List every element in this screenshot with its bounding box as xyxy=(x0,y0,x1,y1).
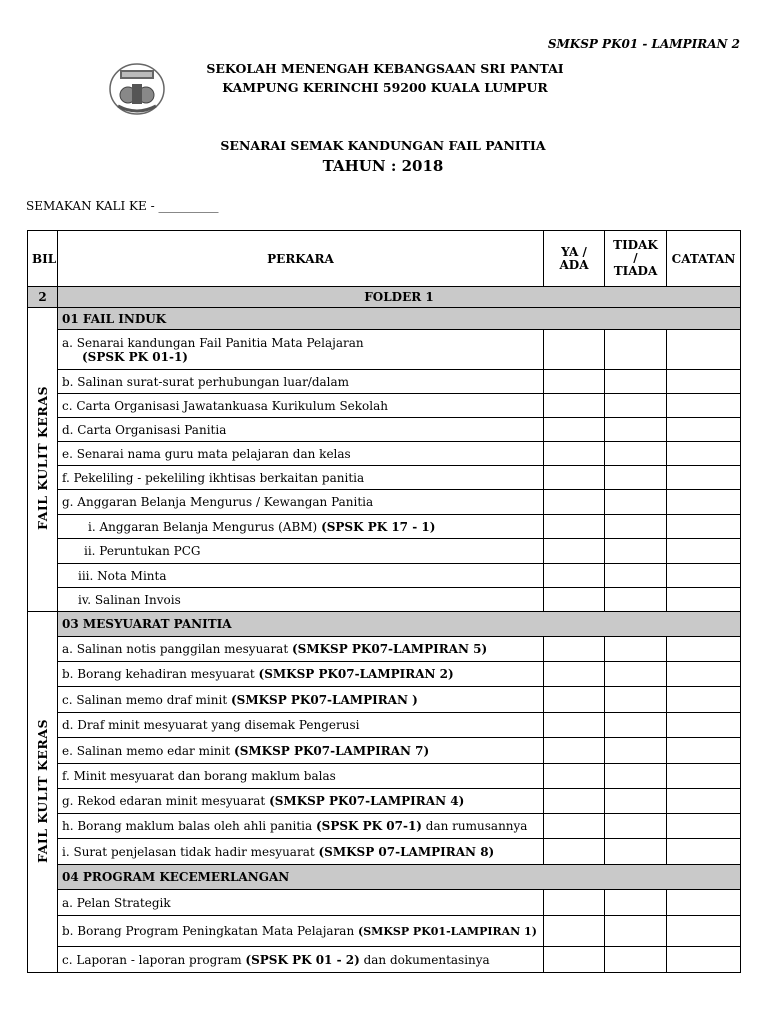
catatan-cell[interactable] xyxy=(667,764,741,789)
item-text: a. Senarai kandungan Fail Panitia Mata Pelajaran (SPSK PK 01-1) xyxy=(58,330,544,370)
tidak-cell[interactable] xyxy=(605,637,667,662)
table-row xyxy=(28,394,741,418)
document-reference: SMKSP PK01 - LAMPIRAN 2 xyxy=(547,37,740,51)
table-row xyxy=(28,890,741,916)
side-label-cell xyxy=(28,308,58,612)
tidak-cell[interactable] xyxy=(605,916,667,947)
catatan-cell[interactable] xyxy=(667,890,741,916)
ya-cell[interactable] xyxy=(544,662,605,687)
catatan-cell[interactable] xyxy=(667,947,741,973)
side-label: FAIL KULIT KERAS xyxy=(35,718,50,863)
catatan-cell[interactable] xyxy=(667,789,741,814)
col-header-ya: YA / ADA xyxy=(544,231,605,287)
ya-cell[interactable] xyxy=(544,490,605,515)
catatan-cell[interactable] xyxy=(667,370,741,394)
item-text: ii. Peruntukan PCG xyxy=(58,539,544,564)
table-row xyxy=(28,370,741,394)
item-text: b. Borang Program Peningkatan Mata Pelajaran (SMKSP PK01-LAMPIRAN 1) xyxy=(58,916,544,947)
col-header-catatan: CATATAN xyxy=(667,231,741,287)
document-year: TAHUN : 2018 xyxy=(322,157,444,175)
catatan-cell[interactable] xyxy=(667,466,741,490)
ya-cell[interactable] xyxy=(544,515,605,539)
section-title: 03 MESYUARAT PANITIA xyxy=(58,612,741,637)
section-row xyxy=(28,612,741,637)
item-text: e. Senarai nama guru mata pelajaran dan kelas xyxy=(58,442,544,466)
catatan-cell[interactable] xyxy=(667,916,741,947)
section-row xyxy=(28,865,741,890)
tidak-cell[interactable] xyxy=(605,539,667,564)
ya-cell[interactable] xyxy=(544,637,605,662)
ya-cell[interactable] xyxy=(544,330,605,370)
folder-label: FOLDER 1 xyxy=(58,287,741,308)
table-row xyxy=(28,789,741,814)
item-text: b. Salinan surat-surat perhubungan luar/dalam xyxy=(58,370,544,394)
table-row xyxy=(28,687,741,713)
col-header-bil: BIL xyxy=(28,231,58,287)
tidak-cell[interactable] xyxy=(605,394,667,418)
item-text: d. Draf minit mesyuarat yang disemak Pengerusi xyxy=(58,713,544,738)
catatan-cell[interactable] xyxy=(667,713,741,738)
side-label-cell xyxy=(28,612,58,973)
checklist-table xyxy=(27,230,741,973)
col-header-perkara: PERKARA xyxy=(58,231,544,287)
section-row xyxy=(28,308,741,330)
catatan-cell[interactable] xyxy=(667,687,741,713)
item-text: g. Anggaran Belanja Mengurus / Kewangan Panitia xyxy=(58,490,544,515)
ya-cell[interactable] xyxy=(544,687,605,713)
table-row xyxy=(28,515,741,539)
table-row xyxy=(28,947,741,973)
tidak-cell[interactable] xyxy=(605,687,667,713)
side-label: FAIL KULIT KERAS xyxy=(35,386,50,530)
item-text: f. Pekeliling - pekeliling ikhtisas berkaitan panitia xyxy=(58,466,544,490)
item-text: i. Surat penjelasan tidak hadir mesyuarat (SMKSP 07-LAMPIRAN 8) xyxy=(58,839,544,865)
ya-cell[interactable] xyxy=(544,442,605,466)
ya-cell[interactable] xyxy=(544,764,605,789)
ya-cell[interactable] xyxy=(544,394,605,418)
catatan-cell[interactable] xyxy=(667,637,741,662)
tidak-cell[interactable] xyxy=(605,789,667,814)
tidak-cell[interactable] xyxy=(605,662,667,687)
ya-cell[interactable] xyxy=(544,588,605,612)
catatan-cell[interactable] xyxy=(667,738,741,764)
catatan-cell[interactable] xyxy=(667,442,741,466)
table-row xyxy=(28,839,741,865)
tidak-cell[interactable] xyxy=(605,515,667,539)
tidak-cell[interactable] xyxy=(605,370,667,394)
ya-cell[interactable] xyxy=(544,564,605,588)
section-title: 04 PROGRAM KECEMERLANGAN xyxy=(58,865,741,890)
item-text: c. Laporan - laporan program (SPSK PK 01 - 2) dan dokumentasinya xyxy=(58,947,544,973)
table-row xyxy=(28,466,741,490)
tidak-cell[interactable] xyxy=(605,466,667,490)
item-text: e. Salinan memo edar minit (SMKSP PK07-LAMPIRAN 7) xyxy=(58,738,544,764)
ya-cell[interactable] xyxy=(544,789,605,814)
catatan-cell[interactable] xyxy=(667,539,741,564)
tidak-cell[interactable] xyxy=(605,764,667,789)
table-row xyxy=(28,637,741,662)
table-row xyxy=(28,330,741,370)
ya-cell[interactable] xyxy=(544,370,605,394)
table-row xyxy=(28,916,741,947)
section-title: 01 FAIL INDUK xyxy=(58,308,741,330)
folder-row xyxy=(28,287,741,308)
school-name: SEKOLAH MENENGAH KEBANGSAAN SRI PANTAI xyxy=(206,61,564,76)
table-row xyxy=(28,442,741,466)
catatan-cell[interactable] xyxy=(667,515,741,539)
ya-cell[interactable] xyxy=(544,916,605,947)
item-text: iv. Salinan Invois xyxy=(58,588,544,612)
table-row xyxy=(28,539,741,564)
ya-cell[interactable] xyxy=(544,839,605,865)
ya-cell[interactable] xyxy=(544,890,605,916)
table-row xyxy=(28,588,741,612)
ya-cell[interactable] xyxy=(544,947,605,973)
tidak-cell[interactable] xyxy=(605,738,667,764)
table-row xyxy=(28,490,741,515)
ya-cell[interactable] xyxy=(544,466,605,490)
item-text: g. Rekod edaran minit mesyuarat (SMKSP PK07-LAMPIRAN 4) xyxy=(58,789,544,814)
tidak-cell[interactable] xyxy=(605,418,667,442)
tidak-cell[interactable] xyxy=(605,588,667,612)
catatan-cell[interactable] xyxy=(667,394,741,418)
ya-cell[interactable] xyxy=(544,738,605,764)
catatan-cell[interactable] xyxy=(667,588,741,612)
col-header-tidak: TIDAK / TIADA xyxy=(605,231,667,287)
tidak-cell[interactable] xyxy=(605,839,667,865)
catatan-cell[interactable] xyxy=(667,839,741,865)
table-row xyxy=(28,418,741,442)
item-text: b. Borang kehadiran mesyuarat (SMKSP PK07-LAMPIRAN 2) xyxy=(58,662,544,687)
catatan-cell[interactable] xyxy=(667,814,741,839)
school-crest-logo xyxy=(108,62,166,116)
table-row xyxy=(28,738,741,764)
ya-cell[interactable] xyxy=(544,418,605,442)
item-text: h. Borang maklum balas oleh ahli panitia (SPSK PK 07-1) dan rumusannya xyxy=(58,814,544,839)
table-row xyxy=(28,814,741,839)
ya-cell[interactable] xyxy=(544,814,605,839)
folder-bil: 2 xyxy=(28,287,58,308)
tidak-cell[interactable] xyxy=(605,947,667,973)
ya-cell[interactable] xyxy=(544,713,605,738)
semakan-field: SEMAKAN KALI KE - __________ xyxy=(26,199,219,213)
catatan-cell[interactable] xyxy=(667,418,741,442)
item-text: a. Pelan Strategik xyxy=(58,890,544,916)
item-text: f. Minit mesyuarat dan borang maklum balas xyxy=(58,764,544,789)
table-row xyxy=(28,662,741,687)
document-title: SENARAI SEMAK KANDUNGAN FAIL PANITIA xyxy=(220,138,546,153)
ya-cell[interactable] xyxy=(544,539,605,564)
tidak-cell[interactable] xyxy=(605,442,667,466)
tidak-cell[interactable] xyxy=(605,890,667,916)
catatan-cell[interactable] xyxy=(667,564,741,588)
school-address: KAMPUNG KERINCHI 59200 KUALA LUMPUR xyxy=(222,80,548,95)
item-text: a. Salinan notis panggilan mesyuarat (SMKSP PK07-LAMPIRAN 5) xyxy=(58,637,544,662)
tidak-cell[interactable] xyxy=(605,713,667,738)
tidak-cell[interactable] xyxy=(605,564,667,588)
table-row xyxy=(28,564,741,588)
catatan-cell[interactable] xyxy=(667,490,741,515)
table-row xyxy=(28,764,741,789)
tidak-cell[interactable] xyxy=(605,490,667,515)
item-text: i. Anggaran Belanja Mengurus (ABM) (SPSK PK 17 - 1) xyxy=(58,515,544,539)
table-header-row xyxy=(28,231,741,287)
tidak-cell[interactable] xyxy=(605,814,667,839)
table-row xyxy=(28,713,741,738)
item-text: c. Carta Organisasi Jawatankuasa Kurikulum Sekolah xyxy=(58,394,544,418)
catatan-cell[interactable] xyxy=(667,662,741,687)
tidak-cell[interactable] xyxy=(605,330,667,370)
item-text: iii. Nota Minta xyxy=(58,564,544,588)
item-text: d. Carta Organisasi Panitia xyxy=(58,418,544,442)
item-text: c. Salinan memo draf minit (SMKSP PK07-LAMPIRAN ) xyxy=(58,687,544,713)
catatan-cell[interactable] xyxy=(667,330,741,370)
